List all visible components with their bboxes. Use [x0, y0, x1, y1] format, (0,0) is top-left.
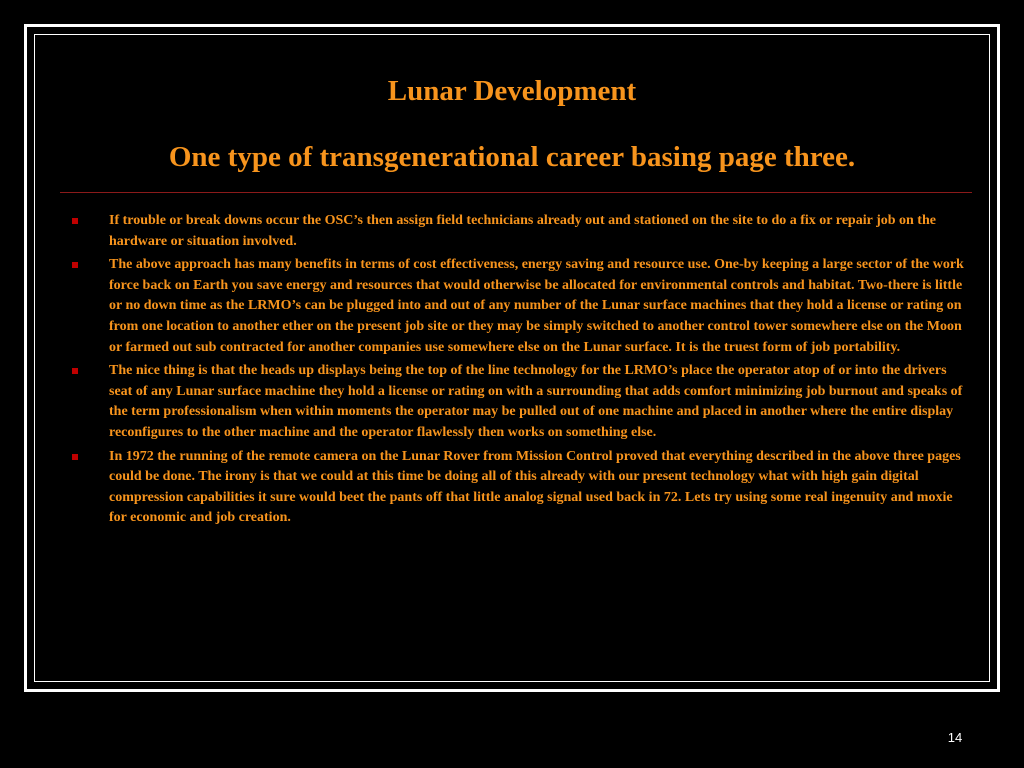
title-divider	[60, 192, 972, 193]
bullet-list	[68, 211, 964, 532]
square-bullet-icon	[72, 218, 78, 224]
bullet-text: The nice thing is that the heads up displays being the top of the line technology for the LRMO’s place the operator atop of or into the drivers seat of any Lunar surface machine they hold a license or rating on with a surrounding that adds comfort minimizing job burnout and speaks of the term professionalism when within moments the operator may be pulled out of one machine and placed in another where the entire display reconfigures to the other machine and the operator flawlessly then works on something else.	[109, 363, 963, 440]
square-bullet-icon	[72, 454, 78, 460]
bullet-item	[68, 255, 964, 358]
bullet-text: The above approach has many benefits in terms of cost effectiveness, energy saving and resource use. One-by keeping a large sector of the work force back on Earth you save energy and resources that would otherwise be allocated for environmental controls and habitat. Two-there is little or no down time as the LRMO’s can be plugged into and out of any number of the Lunar surface machines that they hold a license or rating on from one location to another ether on the present job site or they may be simply switched to another control tower somewhere else on the Moon or farmed out sub contracted for another companies use somewhere else on the Lunar surface. It is the truest form of job portability.	[109, 257, 964, 355]
slide-title: Lunar Development	[387, 75, 637, 107]
bullet-text: If trouble or break downs occur the OSC’s then assign field technicians already out and stationed on the site to do a fix or repair job on the hardware or situation involved.	[109, 213, 936, 249]
bullet-text: In 1972 the running of the remote camera on the Lunar Rover from Mission Control proved that everything described in the above three pages could be done. The irony is that we could at this time be doing all of this already with our present technology what with high gain digital compression capabilities it sure would beet the pants off that little analog signal used back in 72. Lets try using some real ingenuity and moxie for economic and job creation.	[109, 448, 961, 526]
bullet-item	[68, 211, 964, 252]
bullet-item	[68, 447, 964, 529]
page-number: 14	[947, 730, 963, 745]
bullet-item	[68, 361, 964, 443]
square-bullet-icon	[72, 262, 78, 268]
slide-subtitle: One type of transgenerational career basing page three.	[168, 141, 856, 173]
square-bullet-icon	[72, 368, 78, 374]
